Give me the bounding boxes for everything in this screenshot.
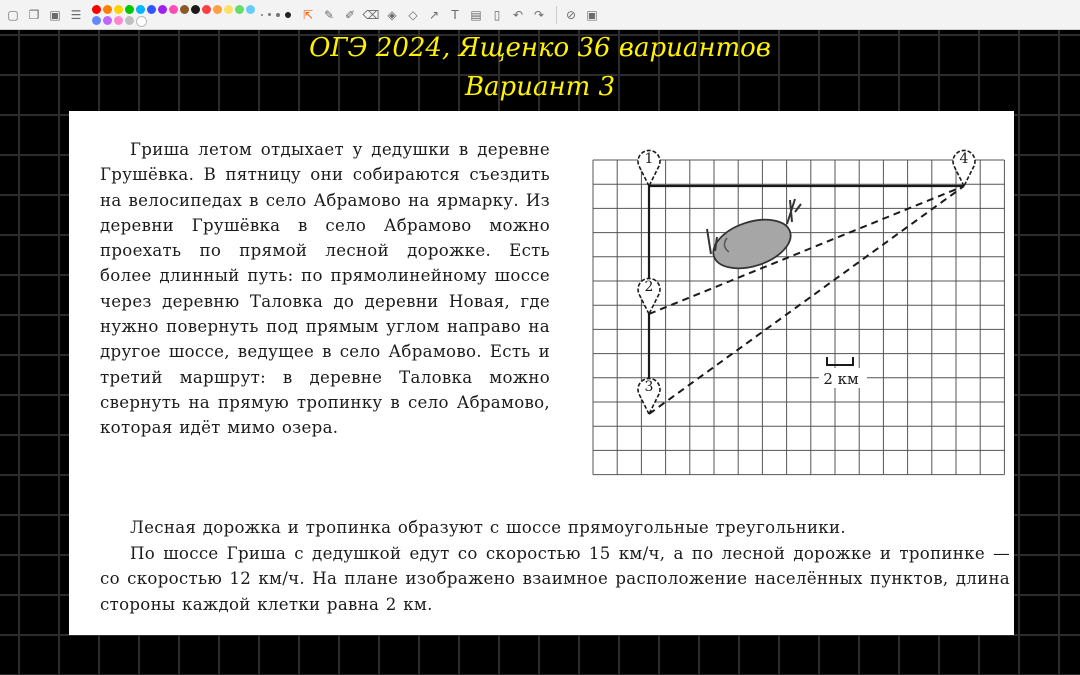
color-swatch[interactable]: [92, 16, 101, 25]
size-medium[interactable]: [268, 13, 271, 16]
color-swatch[interactable]: [202, 5, 211, 14]
clear-icon[interactable]: ⊘: [565, 7, 577, 22]
color-swatch[interactable]: [191, 5, 200, 14]
problem-continuation: [100, 515, 1010, 617]
problem-paragraph-3: По шоссе Гриша с дедушкой едут со скоростью 15 км/ч, а по лесной дорожке и тропинке — со скоростью 12 км/ч. На плане изображено взаимное расположение населённых пунктов, длина стороны каждой клетки равна 2 км.: [100, 543, 1010, 614]
color-swatch[interactable]: [103, 5, 112, 14]
page-title: ОГЭ 2024, Ященко 36 вариантов: [309, 33, 771, 63]
color-swatch[interactable]: [136, 16, 147, 27]
highlighter-icon[interactable]: ✐: [344, 7, 356, 22]
line-icon[interactable]: ↗: [428, 7, 440, 22]
shapes-icon[interactable]: ◇: [408, 7, 418, 22]
cursor-icon[interactable]: ⇱: [302, 7, 314, 22]
trail-line: [649, 186, 964, 414]
color-swatch[interactable]: [125, 5, 134, 14]
size-small[interactable]: [261, 14, 263, 16]
pen-icon[interactable]: ✎: [323, 7, 335, 22]
size-xlarge[interactable]: [285, 12, 291, 18]
color-swatch[interactable]: [114, 5, 123, 14]
pen-size-selector: [261, 12, 291, 18]
eraser-icon[interactable]: ⌫: [362, 7, 380, 22]
color-swatch[interactable]: [136, 5, 145, 14]
color-swatch[interactable]: [103, 16, 112, 25]
text-icon[interactable]: T: [451, 7, 459, 22]
svg-text:4: 4: [959, 151, 969, 167]
forest-path-line: [649, 186, 964, 314]
undo-icon[interactable]: ↶: [512, 7, 524, 22]
color-swatch[interactable]: [169, 5, 178, 14]
color-swatch[interactable]: [158, 5, 167, 14]
color-swatch[interactable]: [114, 16, 123, 25]
problem-intro-paragraph: Гриша летом отдыхает у дедушки в деревне Грушёвка. В пятницу они собираются съездить на велосипедах в село Абрамово на ярмарку. Из деревни Грушёвка в село Абрамово можно проехать по прямой лесной дорожке. Есть более длинный путь: по прямолинейному шоссе через деревню Таловка до деревни Новая, где нужно повернуть под прямым углом направо на другое шоссе, ведущее в село Абрамово. Есть и третий маршрут: в деревне Таловка можно свернуть на прямую тропинку в село Абрамово, которая идёт мимо озера.: [100, 140, 550, 438]
size-large[interactable]: [276, 13, 280, 17]
scale-bar: [827, 357, 853, 365]
fill-icon[interactable]: ◈: [387, 7, 397, 22]
color-swatch[interactable]: [180, 5, 189, 14]
copy-icon[interactable]: ❐: [28, 7, 40, 22]
color-swatch[interactable]: [92, 5, 101, 14]
color-swatch[interactable]: [125, 16, 134, 25]
drawing-toolbar: [0, 0, 1080, 30]
color-swatch[interactable]: [246, 5, 255, 14]
image-icon[interactable]: ▣: [49, 7, 61, 22]
color-swatch[interactable]: [224, 5, 233, 14]
problem-intro: [100, 137, 550, 441]
page-subtitle: Вариант 3: [464, 72, 616, 102]
color-palette: [92, 5, 255, 25]
color-swatch[interactable]: [213, 5, 222, 14]
svg-text:1: 1: [644, 151, 654, 167]
map-diagram: [589, 144, 1009, 484]
color-swatch[interactable]: [147, 5, 156, 14]
image-insert-icon[interactable]: ▤: [470, 7, 482, 22]
problem-sheet: [69, 111, 1014, 635]
scale-label: 2 км: [823, 370, 859, 388]
page-icon[interactable]: ▯: [493, 7, 501, 22]
toolbar-divider: [556, 6, 557, 24]
svg-text:2: 2: [644, 279, 654, 295]
screen-icon[interactable]: ▣: [586, 7, 598, 22]
window-icon[interactable]: ▢: [7, 7, 19, 22]
color-swatch[interactable]: [235, 5, 244, 14]
redo-icon[interactable]: ↷: [533, 7, 545, 22]
svg-text:3: 3: [644, 379, 654, 395]
problem-paragraph-2: Лесная дорожка и тропинка образуют с шоссе прямоугольные треугольники.: [130, 518, 846, 537]
list-icon[interactable]: ☰: [70, 7, 82, 22]
